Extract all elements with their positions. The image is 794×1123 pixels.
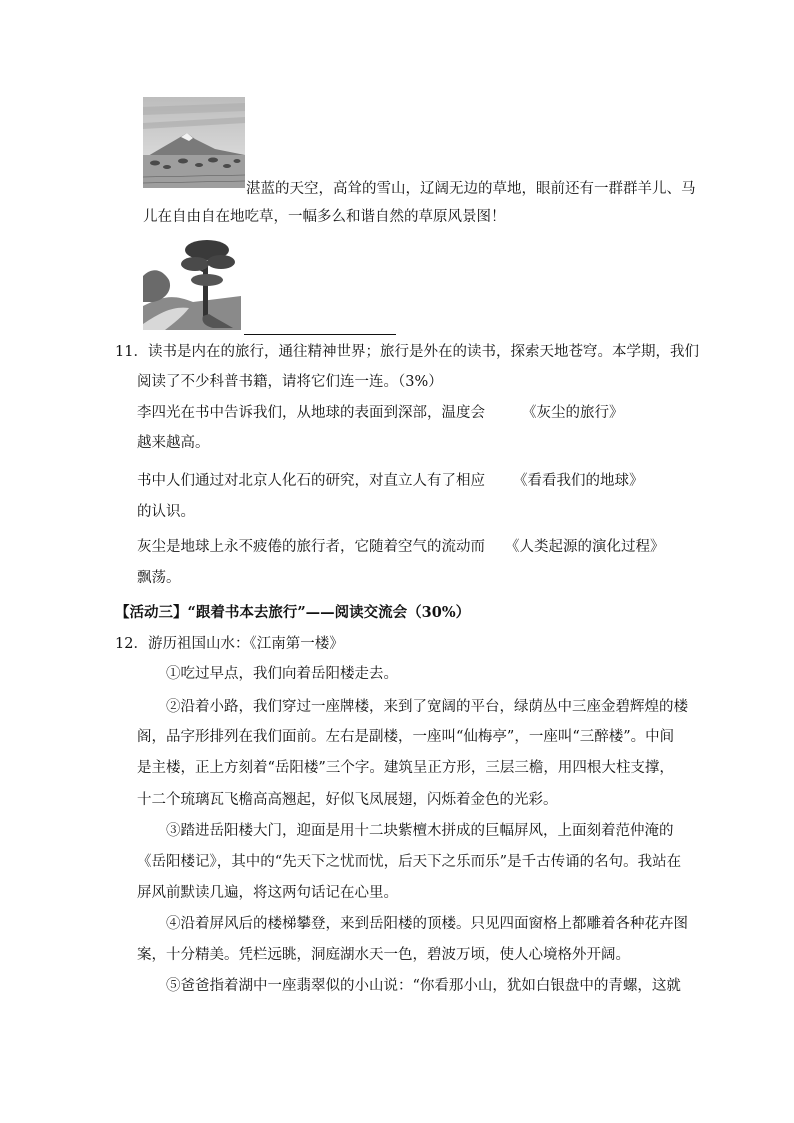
q12-para5-line1: ⑤爸爸指着湖中一座翡翠似的小山说：“你看那小山，犹如白银盘中的青螺，这就	[166, 978, 681, 994]
q12-para2-line4: 十二个琉璃瓦飞檐高高翘起，好似飞凤展翅，闪烁着金色的光彩。	[137, 792, 558, 808]
image1-caption-line2: 儿在自由自在地吃草，一幅多么和谐自然的草原风景图！	[143, 209, 506, 225]
grassland-snow-mountain-image	[143, 97, 245, 188]
q11-pair1-left-line2: 越来越高。	[137, 435, 210, 451]
q11-pair1-left-line1: 李四光在书中告诉我们，从地球的表面到深部，温度会	[137, 405, 485, 421]
q12-para4-line2: 案，十分精美。凭栏远眺，洞庭湖水天一色，碧波万顷，使人心境格外开阔。	[137, 947, 630, 963]
q12-para2-line3: 是主楼，正上方刻着“岳阳楼”三个字。建筑呈正方形，三层三檐，用四根大柱支撑，	[137, 760, 674, 776]
tree-road-image	[143, 236, 241, 330]
q11-pair2-left-line1: 书中人们通过对北京人化石的研究，对直立人有了相应	[137, 473, 485, 489]
q11-pair3-left-line1: 灰尘是地球上永不疲倦的旅行者，它随着空气的流动而	[137, 539, 485, 555]
q11-pair3-left-line2: 飘荡。	[137, 570, 181, 586]
q11-intro-line1: 11．读书是内在的旅行，通往精神世界；旅行是外在的读书，探索天地苍穹。本学期，我们	[115, 344, 699, 360]
answer-blank-line	[244, 334, 396, 335]
q11-pair2-right[interactable]: 《看看我们的地球》	[513, 473, 644, 489]
q12-para1-line1: ①吃过早点，我们向着岳阳楼走去。	[166, 666, 398, 682]
q11-intro-line2: 阅读了不少科普书籍，请将它们连一连。（3%）	[137, 374, 443, 390]
activity3-heading: 【活动三】“跟着书本去旅行”——阅读交流会（30%）	[115, 604, 471, 621]
q11-pair1-right[interactable]: 《灰尘的旅行》	[522, 405, 624, 421]
q12-title: 12．游历祖国山水：《江南第一楼》	[115, 636, 344, 652]
q12-para4-line1: ④沿着屏风后的楼梯攀登，来到岳阳楼的顶楼。只见四面窗格上都雕着各种花卉图	[166, 916, 688, 932]
q12-para3-line2: 《岳阳楼记》，其中的“先天下之忧而忧，后天下之乐而乐”是千古传诵的名句。我站在	[137, 854, 682, 870]
q12-para2-line2: 阁，品字形排列在我们面前。左右是副楼，一座叫“仙梅亭”，一座叫“三醉楼”。中间	[137, 729, 675, 745]
q11-pair2-left-line2: 的认识。	[137, 504, 195, 520]
image1-caption-line1: 湛蓝的天空，高耸的雪山，辽阔无边的草地，眼前还有一群群羊儿、马	[246, 181, 696, 197]
q12-para3-line1: ③踏进岳阳楼大门，迎面是用十二块紫檀木拼成的巨幅屏风，上面刻着范仲淹的	[166, 823, 674, 839]
q11-pair3-right[interactable]: 《人类起源的演化过程》	[505, 539, 665, 555]
q12-para3-line3: 屏风前默读几遍，将这两句话记在心里。	[137, 885, 398, 901]
q12-para2-line1: ②沿着小路，我们穿过一座牌楼，来到了宽阔的平台，绿荫丛中三座金碧辉煌的楼	[166, 699, 688, 715]
